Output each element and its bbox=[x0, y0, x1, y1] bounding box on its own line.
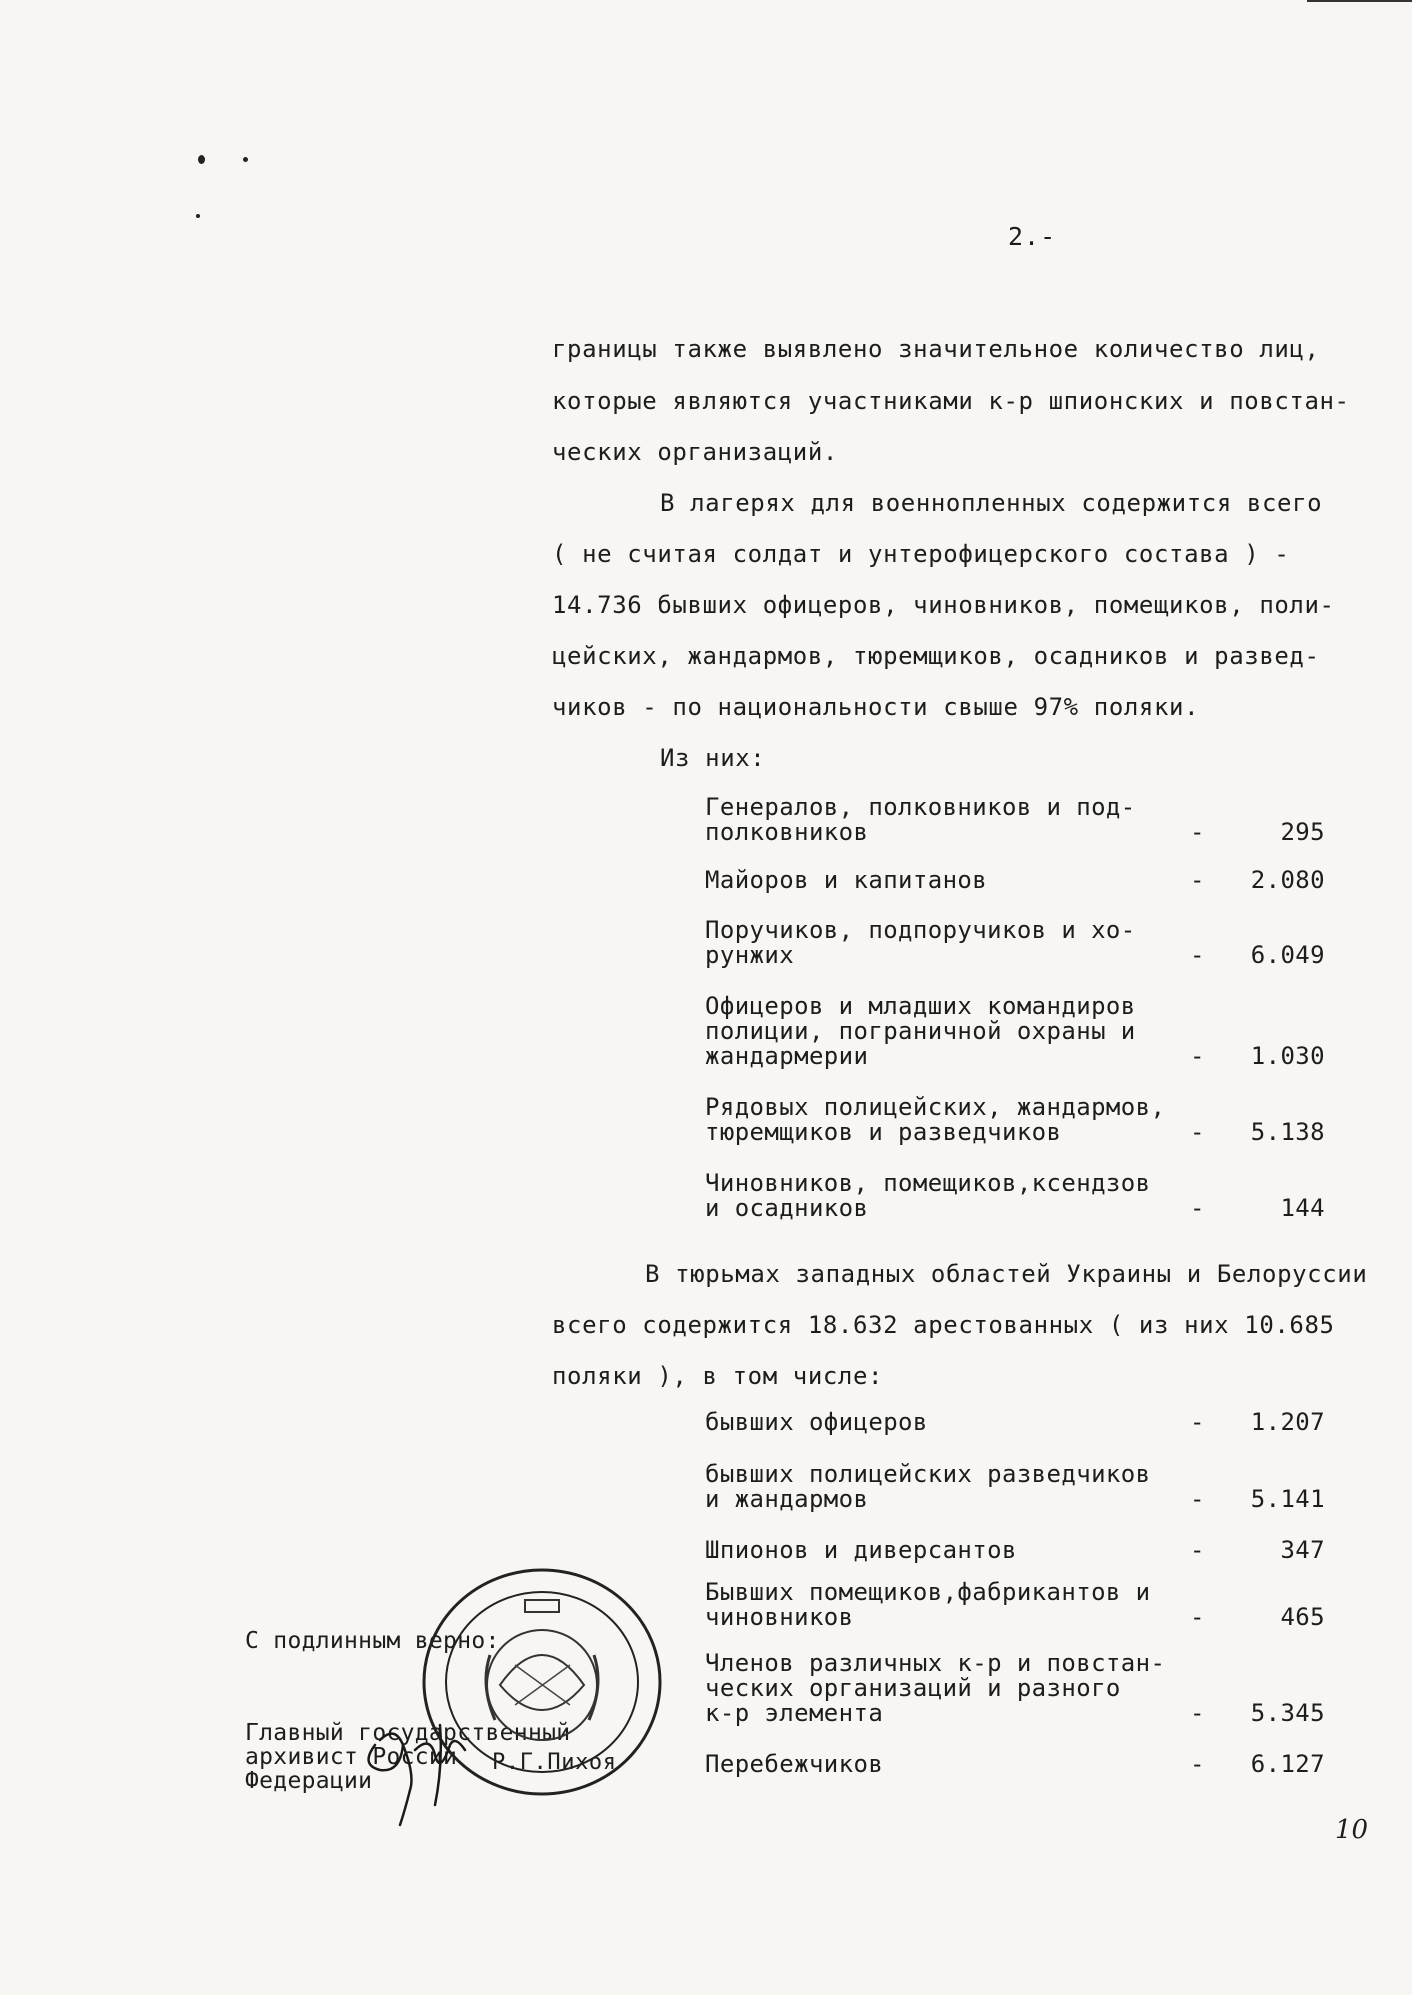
camps-row bbox=[705, 1171, 1325, 1221]
row-value: 1.030 bbox=[1250, 1042, 1325, 1070]
row-dash: - bbox=[1190, 1194, 1205, 1222]
row-value: 2.080 bbox=[1250, 866, 1325, 894]
camps-row bbox=[705, 1095, 1325, 1145]
row-value: 347 bbox=[1280, 1536, 1325, 1564]
row-label: Офицеров и младших командиров полиции, пограничной охраны и жандармерии bbox=[705, 992, 1136, 1070]
row-dash: - bbox=[1190, 1118, 1205, 1146]
top-rule bbox=[1307, 0, 1412, 2]
row-label: Майоров и капитанов bbox=[705, 866, 988, 894]
body-line: ( не считая солдат и унтерофицерского состава ) - bbox=[552, 540, 1290, 568]
row-value: 465 bbox=[1280, 1603, 1325, 1631]
row-dash: - bbox=[1190, 1485, 1205, 1513]
row-label: бывших офицеров bbox=[705, 1408, 928, 1436]
row-label: Рядовых полицейских, жандармов, тюремщиков и разведчиков bbox=[705, 1093, 1166, 1146]
handwritten-folio-number: 10 bbox=[1335, 1815, 1369, 1845]
prisons-row bbox=[705, 1538, 1325, 1563]
row-dash: - bbox=[1190, 818, 1205, 846]
row-label: бывших полицейских разведчиков и жандармов bbox=[705, 1460, 1151, 1513]
body-line: границы также выявлено значительное количество лиц, bbox=[552, 335, 1320, 363]
row-dash: - bbox=[1190, 1750, 1205, 1778]
row-value: 144 bbox=[1280, 1194, 1325, 1222]
body-line: ческих организаций. bbox=[552, 438, 838, 466]
row-value: 6.127 bbox=[1250, 1750, 1325, 1778]
handwritten-signature bbox=[355, 1715, 505, 1835]
row-dash: - bbox=[1190, 866, 1205, 894]
row-dash: - bbox=[1190, 1699, 1205, 1727]
camps-row bbox=[705, 795, 1325, 845]
prisons-row bbox=[705, 1580, 1325, 1630]
row-value: 5.141 bbox=[1250, 1485, 1325, 1513]
prisons-row bbox=[705, 1651, 1325, 1726]
prisons-row bbox=[705, 1410, 1325, 1435]
signatory-name: Р.Г.Пихоя bbox=[492, 1750, 617, 1775]
row-label: Поручиков, подпоручиков и хо- рунжих bbox=[705, 916, 1136, 969]
certification-line: С подлинным верно: bbox=[245, 1628, 500, 1654]
row-value: 5.345 bbox=[1250, 1699, 1325, 1727]
body-line: которые являются участниками к-р шпионских и повстан- bbox=[552, 387, 1350, 415]
certification-title: Главный государственный архивист России Федерации bbox=[245, 1720, 571, 1794]
camps-row bbox=[705, 868, 1325, 893]
ink-speck bbox=[198, 155, 205, 164]
body-line: цейских, жандармов, тюремщиков, осадников и развед- bbox=[552, 642, 1320, 670]
camps-row bbox=[705, 918, 1325, 968]
row-label: Перебежчиков bbox=[705, 1750, 884, 1778]
ink-speck bbox=[196, 214, 200, 218]
row-label: Шпионов и диверсантов bbox=[705, 1536, 1017, 1564]
body-line: В лагерях для военнопленных содержится всего bbox=[660, 489, 1323, 517]
prisons-row bbox=[705, 1752, 1325, 1777]
row-label: Бывших помещиков,фабрикантов и чиновников bbox=[705, 1578, 1151, 1631]
row-label: Чиновников, помещиков,ксендзов и осадников bbox=[705, 1169, 1151, 1222]
row-label: Членов различных к-р и повстан- ческих организаций и разного к-р элемента bbox=[705, 1649, 1166, 1727]
row-value: 295 bbox=[1280, 818, 1325, 846]
row-value: 6.049 bbox=[1250, 941, 1325, 969]
body-line: поляки ), в том числе: bbox=[552, 1362, 884, 1390]
body-line: всего содержится 18.632 арестованных ( из них 10.685 bbox=[552, 1311, 1335, 1339]
body-line: чиков - по национальности свыше 97% поляки. bbox=[552, 693, 1200, 721]
row-dash: - bbox=[1190, 1536, 1205, 1564]
ink-speck bbox=[243, 157, 248, 162]
body-line: В тюрьмах западных областей Украины и Белоруссии bbox=[645, 1260, 1368, 1288]
row-dash: - bbox=[1190, 1408, 1205, 1436]
page-number: 2.- bbox=[1008, 222, 1057, 251]
prisons-row bbox=[705, 1462, 1325, 1512]
camps-row bbox=[705, 994, 1325, 1069]
body-line: Из них: bbox=[660, 744, 766, 772]
row-label: Генералов, полковников и под- полковников bbox=[705, 793, 1136, 846]
body-line: 14.736 бывших офицеров, чиновников, помещиков, поли- bbox=[552, 591, 1335, 619]
row-dash: - bbox=[1190, 1603, 1205, 1631]
row-value: 1.207 bbox=[1250, 1408, 1325, 1436]
row-dash: - bbox=[1190, 941, 1205, 969]
row-dash: - bbox=[1190, 1042, 1205, 1070]
row-value: 5.138 bbox=[1250, 1118, 1325, 1146]
